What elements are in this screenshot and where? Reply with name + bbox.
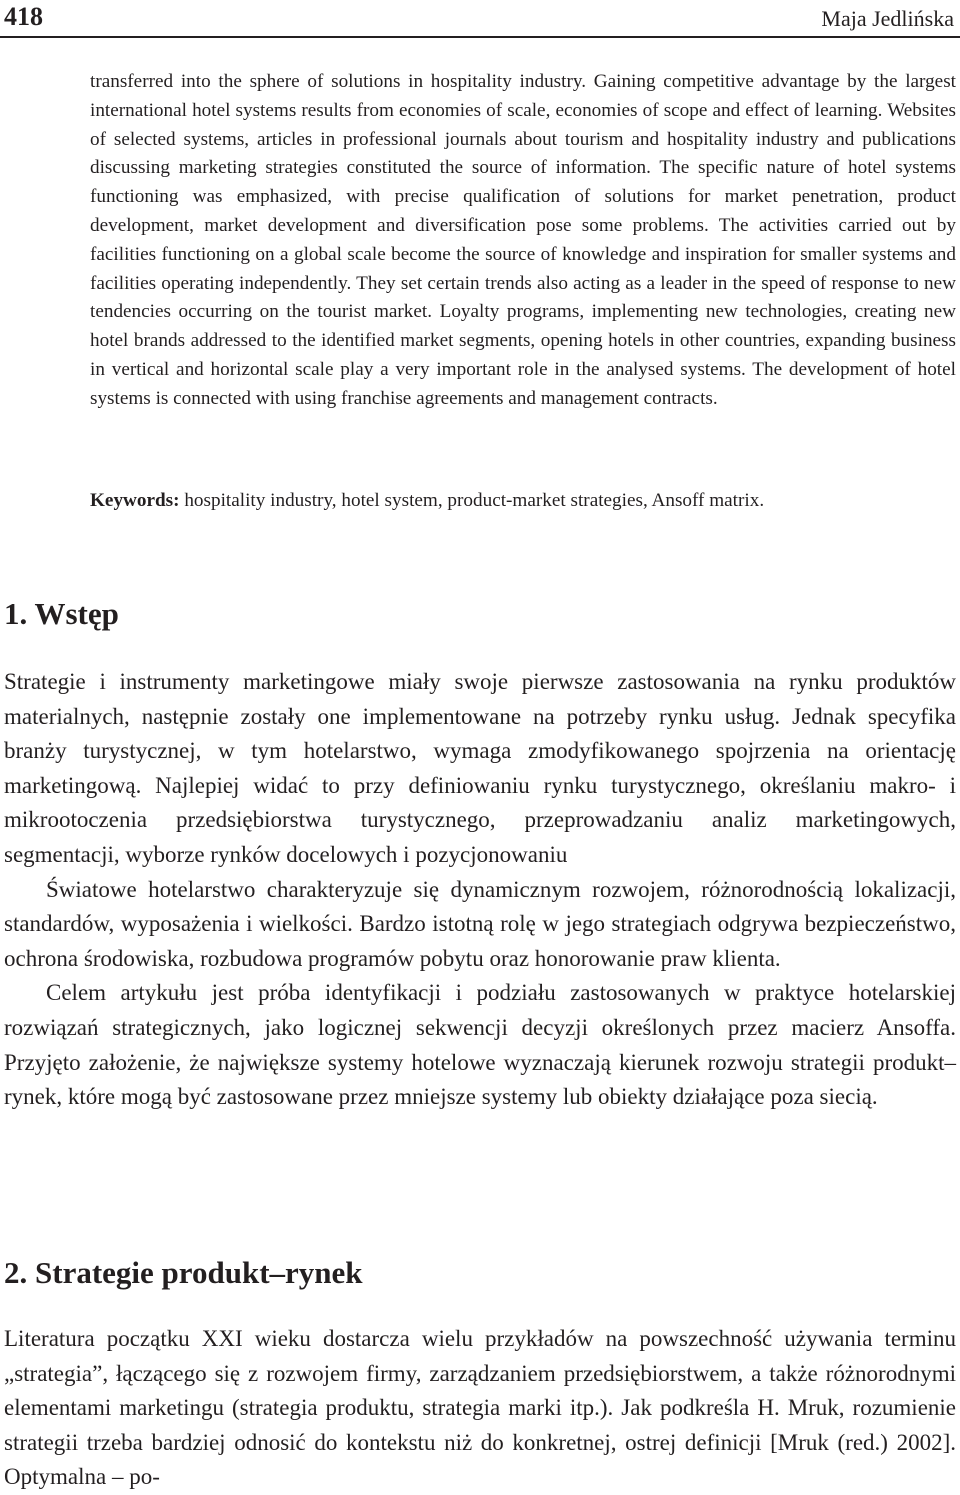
paragraph: Celem artykułu jest próba identyfikacji i podziału zastosowanych w praktyce hotelarskiej rozwiązań strategicznych, jako logicznej sekwencji decyzji określonych przez macierz Ansoffa. Przyjęto założenie, że największe systemy hotelowe wyznaczają kierunek rozwoju strategii produkt–rynek, które mogą być zastosowane przez mniejsze systemy lub obiekty działające poza siecią. [4,980,956,1110]
paragraph: Światowe hotelarstwo charakteryzuje się dynamicznym rozwojem, różnorodnością lokalizacji, standardów, wyposażenia i wielkości. Bardzo istotną rolę w jego strategiach odgrywa bezpieczeństwo, ochrona środowiska, rozbudowa programów pobytu oraz honorowanie praw klienta. [4,876,956,971]
section-heading-strategies: 2. Strategie produkt–rynek [4,1255,363,1290]
paragraph: Literatura początku XXI wieku dostarcza wielu przykładów na powszechność używania terminu „strategia”, łączącego się z rozwojem firmy, zarządzaniem przedsiębiorstwem, a także różnorodnymi elementami marketingu (strategia produktu, strategia marki itp.). Jak podkreśla H. Mruk, rozumienie strategii trzeba bardziej odnosić do kontekstu niż do konkretnej, ostrej definicji [Mruk (red.) 2002]. Optymalna – po- [4,1326,956,1490]
keywords-label: Keywords: [90,490,180,511]
header-rule [0,36,960,38]
paragraph: Strategie i instrumenty marketingowe miały swoje pierwsze zastosowania na rynku produktów materialnych, następnie zostały one implementowane na potrzeby rynku usług. Jednak specyfika branży turystycznej, w tym hotelarstwo, wymaga zmodyfikowanego spojrzenia na orientację marketingową. Najlepiej widać to przy definiowaniu rynku turystycznego, określaniu makro- i mikrootoczenia przedsiębiorstwa turystycznego, przeprowadzaniu analiz marketingowych, segmentacji, wyborze rynków docelowych i pozycjonowaniu [4,669,956,867]
abstract-text: transferred into the sphere of solutions in hospitality industry. Gaining competitive advantage by the largest international hotel systems results from economies of scale, economies of scope and effect of learning. Websites of selected systems, articles in professional journals about tourism and hospitality industry and publications discussing marketing strategies constituted the source of information. The specific nature of hotel systems functioning was emphasized, with precise qualification of solutions for market penetration, product development, market development and diversification pose some problems. The activities carried out by facilities functioning on a global scale become the source of knowledge and inspiration for smaller systems and facilities operating independently. They set certain trends also acting as a leader in the speed of response to new tendencies occurring on the tourist market. Loyalty programs, implementing new technologies, creating new hotel brands addressed to the identified market segments, opening hotels in other countries, expanding business in vertical and horizontal scale play a very important role in the analysed systems. The development of hotel systems is connected with using franchise agreements and management contracts. [90,71,956,409]
abstract [90,68,956,414]
section-body-introduction [4,665,956,1115]
keywords [90,487,956,515]
keywords-text: hospitality industry, hotel system, product-market strategies, Ansoff matrix. [179,490,765,511]
section-heading-introduction: 1. Wstęp [4,596,119,631]
running-author: Maja Jedlińska [821,6,954,31]
page-number: 418 [4,2,43,31]
running-header [0,0,960,38]
section-body-strategies [4,1322,956,1495]
